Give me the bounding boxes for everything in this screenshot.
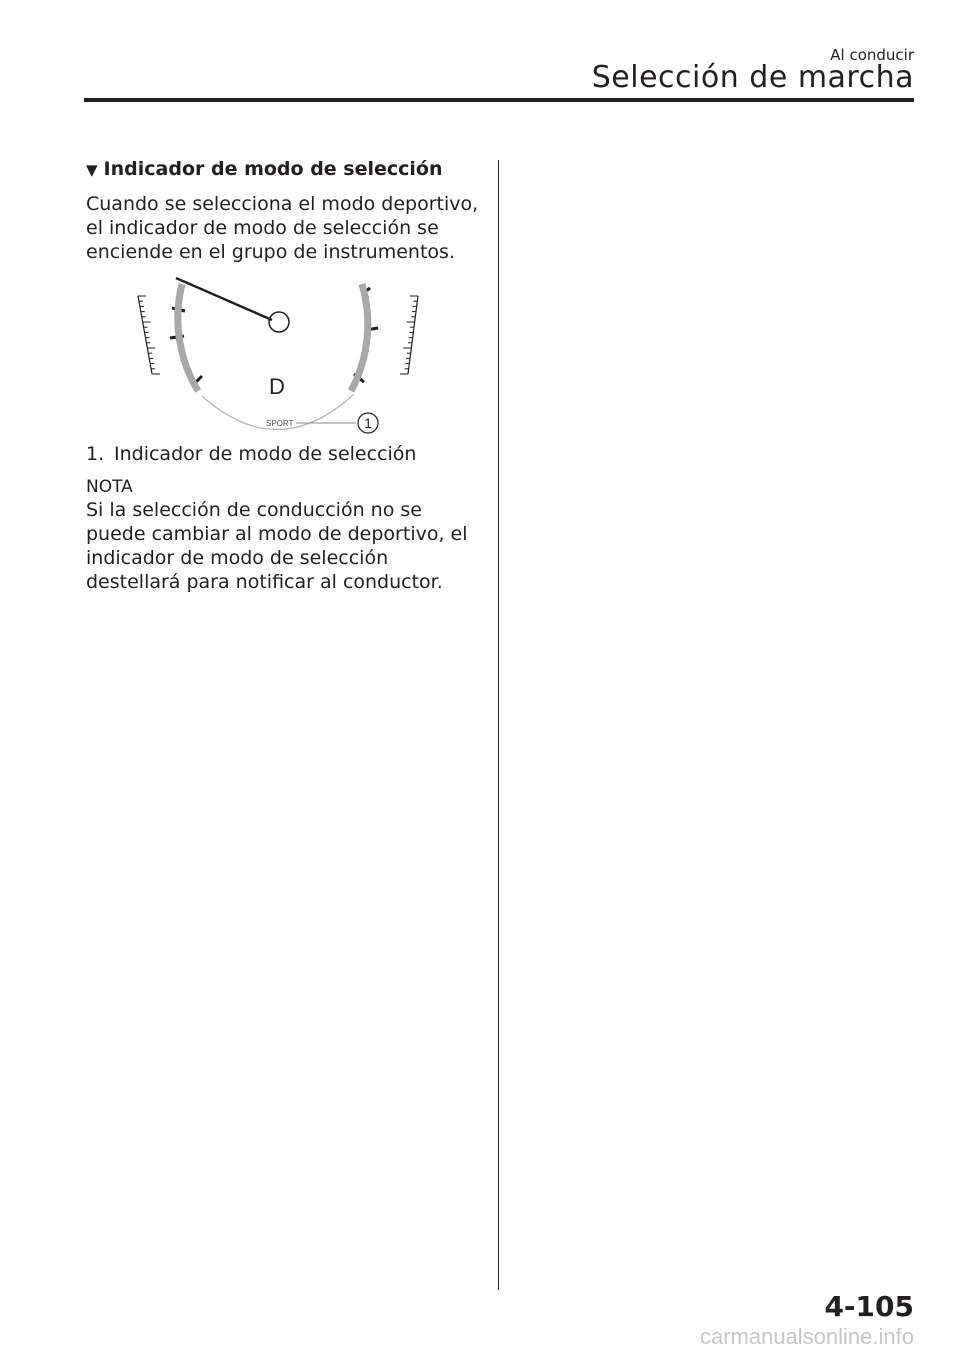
right-outer-scale-line [408,296,418,374]
needle-hub [269,312,289,332]
instrument-cluster-figure [86,264,486,442]
callout-number: 1 [364,415,372,431]
section-heading [86,158,486,180]
gear-position-letter: D [269,374,285,399]
gauge-left-arc [178,284,198,391]
intro-paragraph: Cuando se selecciona el modo deportivo, el indicador de modo de selección se enciende en el grupo de instrumentos. [86,193,479,263]
page-number: 4-105 [824,1290,914,1323]
header-title: Selección de marcha [591,60,914,95]
header-rule [84,98,914,102]
caption-number: 1. [86,443,105,465]
sport-mode-indicator: SPORT [266,419,294,428]
figure-caption [86,442,486,466]
left-outer-scale-line [138,296,152,374]
section-heading-text: Indicador de modo de selección [103,158,443,180]
note-text: Si la selección de conducción no se puede cambiar al modo de deportivo, el indicador de modo de selección destellará para notificar al conductor. [86,499,468,593]
column-divider [498,160,499,1290]
main-column [86,158,486,594]
site-watermark: carmanualsonline.info [699,1324,914,1349]
caption-text: Indicador de modo de selección [114,443,417,465]
note-label: NOTA [86,477,133,497]
gauge-needle [176,278,272,320]
triangle-down-icon: ▼ [86,161,98,179]
header-section-label: Al conducir [830,46,914,64]
